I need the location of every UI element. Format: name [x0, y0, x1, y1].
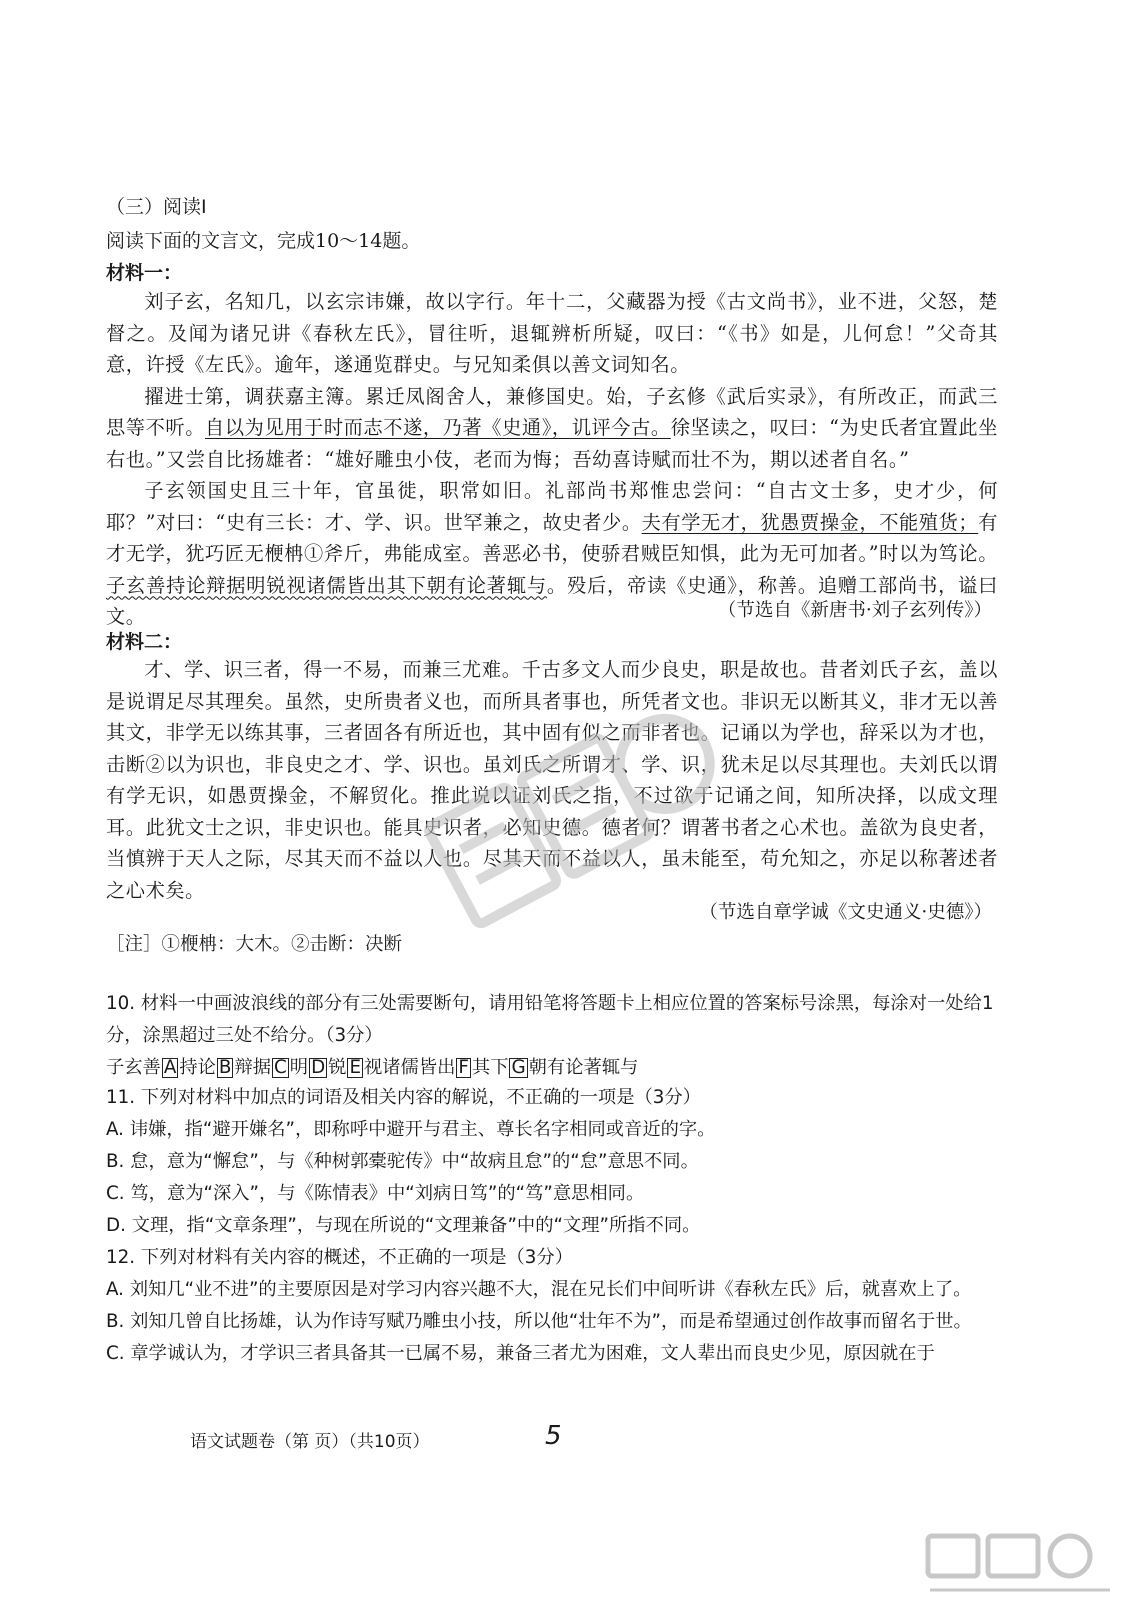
- question-10: [106, 988, 998, 1084]
- option-b: B. 怠，意为“懈怠”，与《种树郭橐驼传》中“故病且怠”的“怠”意思不同。: [106, 1151, 699, 1172]
- material2-paragraph: 才、学、识三者，得一不易，而兼三尤难。千古多文人而少良史，职是故也。昔者刘氏子玄，盖以是说谓足尽其理矣。虽然，史所贵者义也，而所具者事也，所凭者文也。非识无以断其义，非才无以善其文，非学无以练其事，三者固各有所近也，其中固有似之而非者也。记诵以为学也，辞采以为才也，击断②以为识也，非良史之才、学、识也。虽刘氏之所谓才、学、识，犹未足以尽其理也。夫刘氏以谓有学无识，如愚贾操金，不解贸化。推此说以证刘氏之指，不过欲于记诵之间，知所决择，以成文理耳。此犹文士之识，非史识也。能具史识者，必知史德。德者何？谓著书者之心术也。盖欲为良史者，当慎辨于天人之际，尽其天而不益以人也。尽其天而不益以人，虽未能至，苟允知之，亦足以称著述者之心术矣。: [106, 658, 998, 902]
- question-11: [106, 1082, 998, 1242]
- option-b: B. 刘知几曾自比扬雄，认为作诗写赋乃雕虫小技，所以他“壮年不为”，而是希望通过创作故事而留名于世。: [106, 1311, 972, 1332]
- break-option-box[interactable]: B: [218, 1057, 232, 1078]
- material2-title: 材料二：: [106, 631, 183, 653]
- wavy-underlined-passage: 子玄善持论辩据明锐视诸儒皆出其下朝有论著辄与: [106, 573, 547, 597]
- option-c: C. 章学诚认为，才学识三者具备其一已属不易，兼备三者尤为困难，文人辈出而良史少见，原因就在于: [106, 1343, 935, 1364]
- section-header: （三）阅读Ⅰ: [106, 196, 207, 218]
- option-c: C. 笃，意为“深入”，与《陈情表》中“刘病日笃”的“笃”意思相同。: [106, 1183, 645, 1204]
- option-a: A. 刘知几“业不进”的主要原因是对学习内容兴趣不大，混在兄长们中间听讲《春秋左氏》后，就喜欢上了。: [106, 1279, 972, 1300]
- material1-source: （节选自《新唐书·刘子玄列传》）: [717, 600, 992, 621]
- instruction: 阅读下面的文言文，完成10～14题。: [106, 230, 421, 252]
- underlined-sentence: 夫有学无才，犹愚贾操金，不能殖货；: [641, 510, 979, 534]
- break-option-box[interactable]: A: [163, 1057, 177, 1078]
- question-stem: 10. 材料一中画波浪线的部分有三处需要断句，请用铅笔将答题卡上相应位置的答案标号涂黑，每涂对一处给1分，涂黑超过三处不给分。（3分）: [106, 993, 994, 1046]
- break-option-box[interactable]: G: [511, 1057, 526, 1078]
- break-option-box[interactable]: E: [349, 1057, 361, 1078]
- material1-body: [106, 286, 998, 633]
- material1-paragraph: 刘子玄，名知几，以玄宗讳嫌，故以字行。年十二，父藏器为授《古文尚书》，业不进，父怒，楚督之。及闻为诸兄讲《春秋左氏》，冒往听，退辄辨析所疑，叹曰：“《书》如是，儿何怠！”父奇其意，许授《左氏》。逾年，遂通览群史。与兄知柔俱以善文词知名。: [106, 290, 998, 376]
- material1-paragraph: 擢进士第，调获嘉主簿。累迁凤阁舍人，兼修国史。始，子玄修《武后实录》，有所改正，而武三思等不听。自以为见用于时而志不遂，乃著《史通》，讥评今古。徐坚读之，叹曰：“为史氏者宜置此坐右也。”又尝自比扬雄者：“雄好雕虫小伎，老而为悔；吾幼喜诗赋而壮不为，期以述者自名。”: [106, 384, 999, 471]
- corner-logo-icon: [920, 1530, 1120, 1600]
- material2-source: （节选自章学诚《文史通义·史德》）: [699, 902, 992, 923]
- annotation-note: ［注］①楩柟：大木。②击断：决断: [106, 934, 403, 955]
- page-footer: 语文试题卷（第 页）（共10页）: [190, 1432, 430, 1452]
- material1-title: 材料一：: [106, 262, 183, 284]
- underlined-sentence: 自以为见用于时而志不遂，乃著《史通》，讥评今古。: [205, 416, 671, 439]
- option-a: A. 讳嫌，指“避开嫌名”，即称呼中避开与君主、尊长名字相同或音近的字。: [106, 1119, 716, 1140]
- break-option-box[interactable]: D: [311, 1057, 326, 1078]
- watermark-stamp-icon: [400, 700, 740, 940]
- page-number: 5: [545, 1421, 562, 1451]
- material1-paragraph: 子玄领国史且三十年，官虽徙，职常如旧。礼部尚书郑惟忠尝问：“自古文士多，史才少，何耶？”对曰：“史有三长：才、学、识。世罕兼之，故史者少。夫有学无才，犹愚贾操金，不能殖货；有才无学，犹巧匠无楩柟①斧斤，弗能成室。善恶必书，使骄君贼臣知惧，此为无可加者。”时以为笃论。子玄善持论辩据明锐视诸儒皆出其下朝有论著辄与。殁后，帝读《史通》，称善。追赠工部尚书，谥曰文。: [106, 479, 999, 628]
- sentence-break-options: 子玄善 A 持论 B 辩据 C 明 D 锐 E 视诸儒皆出 F 其下 G 朝有论著辄与: [106, 1057, 639, 1078]
- question-stem: 11. 下列对材料中加点的词语及相关内容的解说，不正确的一项是（3分）: [106, 1087, 701, 1108]
- question-stem: 12. 下列对材料有关内容的概述，不正确的一项是（3分）: [106, 1247, 573, 1268]
- break-option-box[interactable]: F: [458, 1057, 469, 1078]
- question-12: [106, 1242, 998, 1370]
- option-d: D. 文理，指“文章条理”，与现在所说的“文理兼备”中的“文理”所指不同。: [106, 1215, 701, 1236]
- break-option-box[interactable]: C: [274, 1057, 287, 1078]
